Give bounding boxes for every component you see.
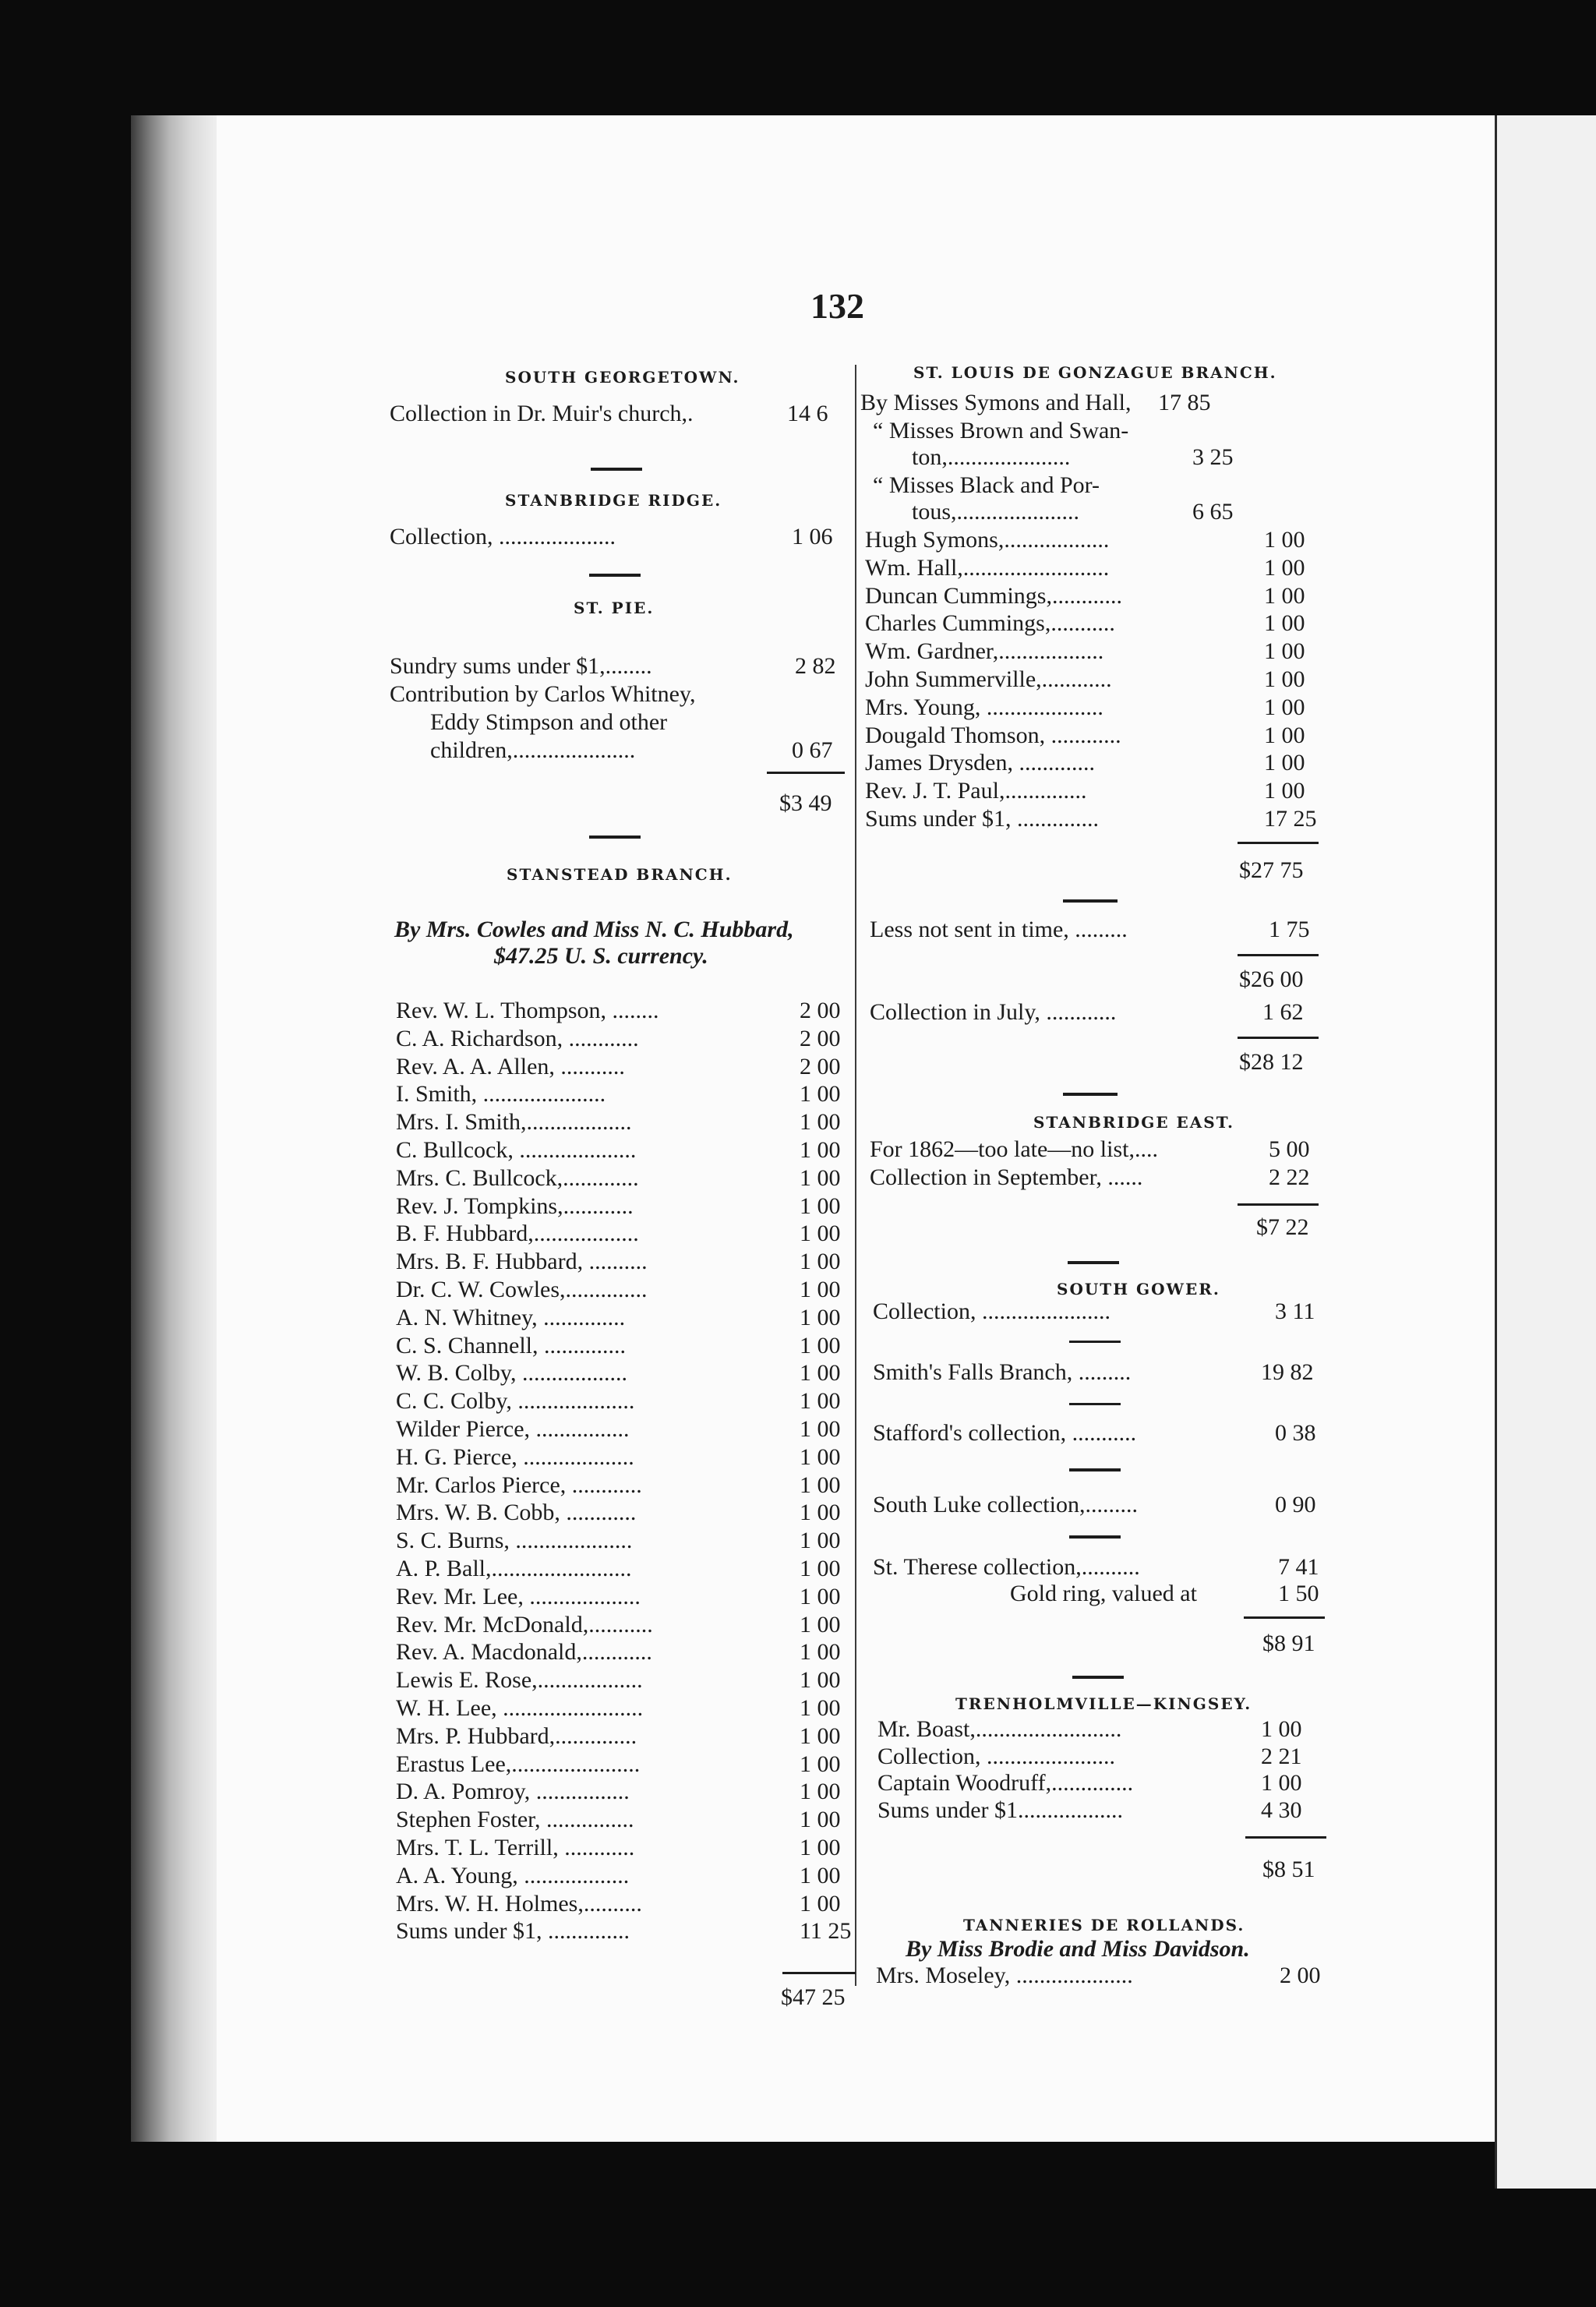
contributor-amount: 1 00 (1264, 722, 1305, 748)
contributor-name: Dr. C. W. Cowles,.............. (396, 1277, 648, 1302)
contributor-name: Mr. Boast,......................... (877, 1716, 1122, 1742)
contributor-amount: 11 25 (800, 1918, 852, 1945)
contributor-amount: 1 00 (800, 1639, 841, 1666)
south-luke-line: South Luke collection,......... (873, 1492, 1138, 1517)
contributor-name: W. H. Lee, ........................ (396, 1695, 644, 1721)
st-louis-line4: “ Misses Black and Por- (873, 472, 1100, 498)
contributor-amount: 1 00 (800, 1164, 841, 1191)
st-louis-less-line: Less not sent in time, ......... (870, 917, 1128, 942)
contributor-name: Mrs. T. L. Terrill, ............ (396, 1835, 635, 1860)
contributor-name: Rev. Mr. McDonald,........... (396, 1611, 653, 1638)
contributor-amount: 1 00 (800, 1500, 841, 1526)
sum-rule (1238, 954, 1319, 956)
contributor-amount: 1 00 (800, 1667, 841, 1694)
contributor-amount: 1 00 (1264, 750, 1305, 776)
contributor-amount: 2 21 (1261, 1743, 1302, 1769)
south-georgetown-line: Collection in Dr. Muir's church,. (390, 401, 694, 426)
contributor-name: Rev. W. L. Thompson, ........ (396, 998, 659, 1023)
contributor-amount: 2 00 (800, 1053, 841, 1079)
contributor-amount: 4 30 (1261, 1796, 1302, 1823)
st-louis-heading: ST. LOUIS DE GONZAGUE BRANCH. (913, 363, 1277, 382)
contributor-name: Rev. J. T. Paul,.............. (865, 778, 1087, 804)
contributor-amount: 1 00 (800, 1109, 841, 1136)
st-pie-line3: Eddy Stimpson and other (430, 709, 668, 735)
contributor-name: Charles Cummings,........... (865, 610, 1115, 637)
stanbridge-east-heading: STANBRIDGE EAST. (1033, 1113, 1235, 1132)
contributor-name: D. A. Pomroy, ................ (396, 1779, 630, 1805)
contributor-name: Mrs. W. B. Cobb, ............ (396, 1500, 637, 1526)
contributor-amount: 1 00 (1264, 666, 1305, 692)
contributor-amount: 1 00 (800, 1722, 841, 1749)
contributor-name: Rev. J. Tompkins,............ (396, 1192, 634, 1219)
contributor-amount: 1 00 (800, 1388, 841, 1415)
contributor-amount: 1 00 (800, 1443, 841, 1470)
st-louis-total2: $26 00 (1239, 966, 1304, 992)
contributor-amount: 1 00 (800, 1611, 841, 1638)
contributor-name: Lewis E. Rose,.................. (396, 1667, 643, 1694)
contributor-name: I. Smith, ..................... (396, 1081, 606, 1108)
contributor-name: W. B. Colby, .................. (396, 1360, 627, 1387)
contributor-amount: 1 00 (800, 1360, 841, 1387)
contributor-amount: 17 25 (1264, 806, 1317, 832)
stanbridge-east-amount1: 5 00 (1269, 1136, 1310, 1162)
contributor-name: A. N. Whitney, .............. (396, 1304, 626, 1330)
sum-rule (1238, 1203, 1319, 1206)
contributor-name: Rev. A. A. Allen, ........... (396, 1053, 625, 1079)
sum-rule (1238, 1037, 1319, 1039)
st-louis-amount5: 6 65 (1192, 499, 1234, 525)
st-pie-amount1: 2 82 (795, 653, 836, 679)
st-louis-amount1: 17 85 (1158, 390, 1211, 415)
contributor-amount: 1 00 (1264, 778, 1305, 804)
staffords-line: Stafford's collection, ........... (873, 1420, 1137, 1446)
facing-page-edge (1495, 115, 1596, 2189)
stanbridge-ridge-heading: STANBRIDGE RIDGE. (505, 491, 722, 510)
stanbridge-east-total: $7 22 (1256, 1214, 1309, 1240)
contributor-amount: 1 00 (800, 1807, 841, 1833)
book-page-edges (131, 115, 217, 2142)
contributor-name: B. F. Hubbard,.................. (396, 1221, 639, 1247)
sum-rule (1245, 1836, 1326, 1839)
smiths-falls-amount: 19 82 (1261, 1359, 1314, 1385)
contributor-name: Sums under $1, .............. (396, 1918, 630, 1945)
stanbridge-east-amount2: 2 22 (1269, 1164, 1310, 1190)
contributor-name: Sums under $1.................. (877, 1796, 1123, 1823)
contributor-amount: 1 00 (800, 1751, 841, 1777)
contributor-amount: 2 00 (800, 998, 841, 1023)
contributor-amount: 1 00 (1264, 527, 1305, 553)
contributor-amount: 1 00 (1264, 554, 1305, 581)
tanneries-amount: 2 00 (1280, 1963, 1321, 1988)
tanneries-line: Mrs. Moseley, .................... (876, 1963, 1133, 1988)
contributor-amount: 2 00 (800, 1025, 841, 1051)
contributor-amount: 1 00 (1264, 582, 1305, 609)
contributor-amount: 1 00 (1261, 1716, 1302, 1742)
south-gower-heading: SOUTH GOWER. (1057, 1280, 1220, 1298)
section-rule (1063, 1093, 1118, 1096)
st-therese-amount1: 7 41 (1278, 1554, 1319, 1580)
stanbridge-east-line2: Collection in September, ...... (870, 1164, 1143, 1190)
contributor-name: Mrs. I. Smith,.................. (396, 1109, 632, 1136)
contributor-name: Mr. Carlos Pierce, ............ (396, 1471, 642, 1498)
stanstead-total: $47 25 (781, 1984, 846, 2010)
contributor-name: Mrs. B. F. Hubbard, .......... (396, 1249, 648, 1275)
contributor-amount: 1 00 (800, 1779, 841, 1805)
contributor-name: Duncan Cummings,............ (865, 582, 1122, 609)
south-luke-amount: 0 90 (1275, 1492, 1316, 1517)
sum-rule (1238, 842, 1319, 844)
contributor-name: C. C. Colby, .................... (396, 1388, 635, 1415)
contributor-amount: 1 00 (800, 1583, 841, 1609)
section-rule (1069, 1403, 1121, 1405)
contributor-name: Sums under $1, .............. (865, 806, 1099, 832)
contributor-name: Rev. A. Macdonald,............ (396, 1639, 652, 1666)
contributor-amount: 1 00 (800, 1890, 841, 1917)
trenholmville-total: $8 51 (1262, 1857, 1315, 1882)
contributor-name: H. G. Pierce, ................... (396, 1443, 634, 1470)
contributor-name: C. Bullcock, .................... (396, 1137, 637, 1163)
st-therese-total: $8 91 (1262, 1630, 1315, 1656)
contributor-name: Wm. Gardner,.................. (865, 638, 1104, 665)
section-rule (589, 836, 641, 839)
smiths-falls-line: Smith's Falls Branch, ......... (873, 1359, 1132, 1385)
contributor-name: Wilder Pierce, ................ (396, 1416, 630, 1442)
contributor-amount: 1 00 (800, 1304, 841, 1330)
contributor-amount: 1 00 (800, 1332, 841, 1358)
section-rule (1069, 1535, 1121, 1539)
contributor-amount: 1 00 (800, 1471, 841, 1498)
south-georgetown-heading: SOUTH GEORGETOWN. (505, 368, 740, 387)
st-therese-line2: Gold ring, valued at (1010, 1581, 1197, 1606)
contributor-amount: 1 00 (800, 1081, 841, 1108)
contributor-amount: 1 00 (1264, 694, 1305, 720)
section-rule (1069, 1468, 1121, 1471)
contributor-name: A. A. Young, .................. (396, 1862, 630, 1888)
section-rule (589, 574, 641, 577)
contributor-name: Wm. Hall,......................... (865, 554, 1110, 581)
section-rule (591, 468, 642, 471)
contributor-amount: 1 00 (800, 1416, 841, 1442)
contributor-name: C. S. Channell, .............. (396, 1332, 627, 1358)
stanstead-heading: STANSTEAD BRANCH. (507, 865, 733, 884)
stanbridge-ridge-amount: 1 06 (792, 524, 833, 549)
contributor-name: Hugh Symons,.................. (865, 527, 1110, 553)
contributor-name: Mrs. W. H. Holmes,.......... (396, 1890, 642, 1917)
st-pie-line1: Sundry sums under $1,........ (390, 653, 652, 679)
st-louis-july-amount: 1 62 (1262, 999, 1304, 1025)
south-georgetown-amount: 14 6 (787, 401, 828, 426)
contributor-amount: 1 00 (800, 1277, 841, 1302)
contributor-amount: 1 00 (800, 1528, 841, 1554)
contributor-amount: 1 00 (800, 1137, 841, 1163)
contributor-name: James Drysden, ............. (865, 750, 1095, 776)
column-separator (855, 365, 856, 1986)
contributor-amount: 1 00 (800, 1556, 841, 1581)
contributor-name: A. P. Ball,........................ (396, 1556, 632, 1581)
st-pie-line4: children,..................... (430, 737, 636, 763)
contributor-name: John Summerville,............ (865, 666, 1112, 692)
st-louis-line1: By Misses Symons and Hall, (860, 390, 1132, 415)
sum-rule (782, 1972, 856, 1974)
st-therese-amount2: 1 50 (1278, 1581, 1319, 1606)
st-louis-line5: tous,..................... (912, 499, 1080, 525)
contributor-name: Dougald Thomson, ............ (865, 722, 1121, 748)
section-rule (1063, 899, 1118, 903)
south-gower-amount: 3 11 (1275, 1298, 1315, 1324)
trenholmville-heading: TRENHOLMVILLE—KINGSEY. (955, 1694, 1252, 1713)
contributor-amount: 1 00 (800, 1221, 841, 1247)
contributor-name: Mrs. P. Hubbard,.............. (396, 1722, 637, 1749)
st-therese-line1: St. Therese collection,.......... (873, 1554, 1140, 1580)
sum-rule (1244, 1616, 1325, 1619)
staffords-amount: 0 38 (1275, 1420, 1316, 1446)
st-louis-line2: “ Misses Brown and Swan- (873, 418, 1129, 443)
contributor-name: Captain Woodruff,.............. (877, 1770, 1134, 1796)
south-gower-line: Collection, ...................... (873, 1298, 1110, 1324)
contributor-name: Collection, ...................... (877, 1743, 1115, 1769)
st-louis-total1: $27 75 (1239, 857, 1304, 883)
stanstead-by-line1: By Mrs. Cowles and Miss N. C. Hubbard, (394, 917, 794, 942)
st-louis-total3: $28 12 (1239, 1049, 1304, 1075)
stanbridge-ridge-line: Collection, .................... (390, 524, 616, 549)
sum-rule (767, 772, 845, 774)
contributor-name: C. A. Richardson, ............ (396, 1025, 639, 1051)
page-number: 132 (810, 286, 864, 326)
contributor-name: Stephen Foster, ............... (396, 1807, 634, 1833)
section-rule (1072, 1676, 1124, 1679)
contributor-amount: 1 00 (800, 1835, 841, 1860)
stanstead-by-line2: $47.25 U. S. currency. (494, 943, 708, 969)
section-rule (1069, 1341, 1121, 1343)
stanbridge-east-line1: For 1862—too late—no list,.... (870, 1136, 1158, 1162)
st-louis-less-amount: 1 75 (1269, 917, 1310, 942)
st-pie-heading: ST. PIE. (574, 599, 655, 617)
contributor-name: Erastus Lee,...................... (396, 1751, 641, 1777)
contributor-amount: 1 00 (800, 1695, 841, 1721)
contributor-amount: 1 00 (1264, 610, 1305, 637)
contributor-amount: 1 00 (800, 1249, 841, 1275)
contributor-amount: 1 00 (1264, 638, 1305, 665)
st-louis-july-line: Collection in July, ............ (870, 999, 1117, 1025)
contributor-name: Mrs. Young, .................... (865, 694, 1103, 720)
st-louis-line3: ton,..................... (912, 444, 1071, 470)
contributor-amount: 1 00 (800, 1862, 841, 1888)
contributor-amount: 1 00 (800, 1192, 841, 1219)
section-rule (1068, 1261, 1119, 1264)
st-louis-amount3: 3 25 (1192, 444, 1234, 470)
contributor-name: Mrs. C. Bullcock,............. (396, 1164, 639, 1191)
tanneries-heading: TANNERIES DE ROLLANDS. (963, 1916, 1245, 1934)
contributor-name: S. C. Burns, .................... (396, 1528, 633, 1554)
st-pie-total: $3 49 (779, 790, 832, 816)
tanneries-by-line: By Miss Brodie and Miss Davidson. (906, 1936, 1250, 1962)
contributor-name: Rev. Mr. Lee, ................... (396, 1583, 641, 1609)
contributor-amount: 1 00 (1261, 1770, 1302, 1796)
st-pie-amount4: 0 67 (792, 737, 833, 763)
st-pie-line2: Contribution by Carlos Whitney, (390, 681, 696, 707)
